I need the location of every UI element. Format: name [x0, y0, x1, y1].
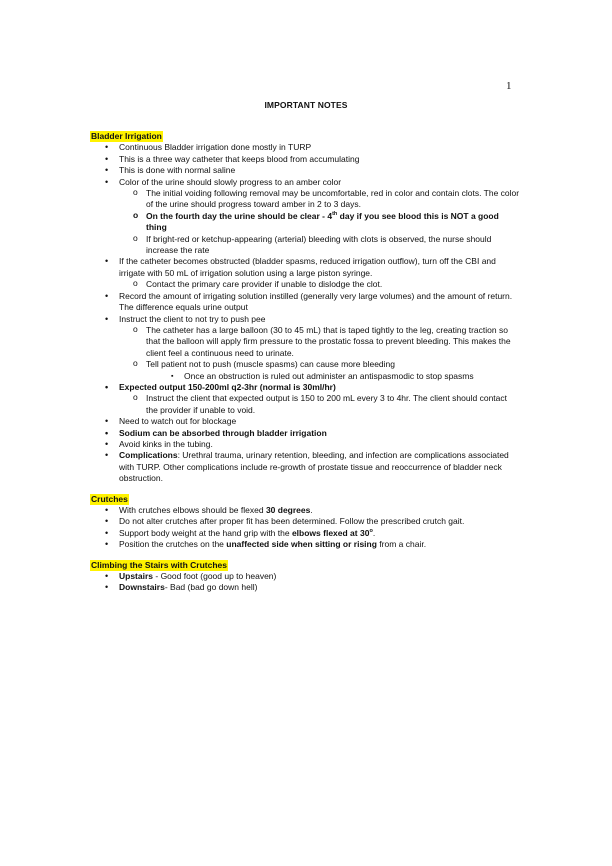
- sublist: [119, 279, 520, 290]
- list-item: • Avoid kinks in the tubing.: [90, 439, 520, 450]
- section-heading-crutches: Crutches: [91, 493, 128, 504]
- bladder-list: [90, 142, 520, 484]
- list-item: • Color of the urine should slowly progress to an amber color o The initial voiding following removal may be uncomfortable, red in color and contain clots. The color of the urine should progress toward amber in 2 to 3 days. o On the fourth day the urine should be clear - 4th day if you see blood this is NOT a good thing o If bright-red or ketchup-appearing (arterial) bleeding with clots is observed, the nurse should increase the rate: [90, 177, 520, 257]
- list-item: • Downstairs- Bad (bad go down hell): [90, 582, 520, 593]
- sublist: [119, 325, 520, 382]
- sublist-item: o The catheter has a large balloon (30 to 45 mL) that is taped tightly to the leg, creating traction so that the balloon will apply firm pressure to the prostatic fossa to prevent bleeding. This makes the client feel a continuous need to urinate.: [119, 325, 520, 359]
- list-item: • Expected output 150-200ml q2-3hr (normal is 30ml/hr) o Instruct the client that expected output is 150 to 200 mL every 3 to 4hr. The client should contact the provider if unable to void.: [90, 382, 520, 416]
- section-climbing-stairs: [90, 560, 520, 594]
- document-body: [90, 131, 520, 594]
- sublist: [119, 188, 520, 256]
- stairs-list: [90, 571, 520, 594]
- list-item: • This is done with normal saline: [90, 165, 520, 176]
- list-item: • Complications: Urethral trauma, urinary retention, bleeding, and infection are complications associated with TURP. Other complications include re-growth of prostate tissue and reoccurrence of bladder neck obstruction.: [90, 450, 520, 484]
- list-item: • Instruct the client to not try to push pee o The catheter has a large balloon (30 to 45 mL) that is taped tightly to the leg, creating traction so that the balloon will apply firm pressure to the prostatic fossa to prevent bleeding. This makes the client feel a continuous need to urinate. o Tell patient not to push (muscle spasms) can cause more bleeding ▪ Once an obstruction is ruled out administer an antispasmodic to stop spasms: [90, 314, 520, 382]
- list-item: • Record the amount of irrigating solution instilled (generally very large volumes) and the amount of return. The difference equals urine output: [90, 291, 520, 314]
- list-item: • Need to watch out for blockage: [90, 416, 520, 427]
- list-item: • With crutches elbows should be flexed 30 degrees.: [90, 505, 520, 516]
- sublist-item: o Instruct the client that expected output is 150 to 200 mL every 3 to 4hr. The client should contact the provider if unable to void.: [119, 393, 520, 416]
- list-item: • Position the crutches on the unaffected side when sitting or rising from a chair.: [90, 539, 520, 550]
- crutches-list: [90, 505, 520, 551]
- sublist-item: o If bright-red or ketchup-appearing (arterial) bleeding with clots is observed, the nurse should increase the rate: [119, 234, 520, 257]
- sub-sublist-item: ▪ Once an obstruction is ruled out administer an antispasmodic to stop spasms: [146, 371, 520, 382]
- page-number: 1: [506, 80, 512, 92]
- list-item: • Support body weight at the hand grip with the elbows flexed at 30$^o$.: [90, 528, 520, 539]
- sublist-item: o Tell patient not to push (muscle spasms) can cause more bleeding ▪ Once an obstruction is ruled out administer an antispasmodic to stop spasms: [119, 359, 520, 382]
- sublist-item: o The initial voiding following removal may be uncomfortable, red in color and contain clots. The color of the urine should progress toward amber in 2 to 3 days.: [119, 188, 520, 211]
- section-crutches: [90, 494, 520, 551]
- list-item: • Upstairs - Good foot (good up to heaven): [90, 571, 520, 582]
- list-item: • Continuous Bladder irrigation done mostly in TURP: [90, 142, 520, 153]
- list-item: • If the catheter becomes obstructed (bladder spasms, reduced irrigation outflow), turn off the CBI and irrigate with 50 mL of irrigation solution using a large piston syringe. o Contact the primary care provider if unable to dislodge the clot.: [90, 256, 520, 290]
- section-bladder-irrigation: [90, 131, 520, 485]
- sublist-item: o Contact the primary care provider if unable to dislodge the clot.: [119, 279, 520, 290]
- list-item: • Do not alter crutches after proper fit has been determined. Follow the prescribed crutch gait.: [90, 516, 520, 527]
- sublist: [119, 393, 520, 416]
- sub-sublist: [146, 371, 520, 382]
- document-title: IMPORTANT NOTES: [264, 100, 348, 110]
- list-item: • This is a three way catheter that keeps blood from accumulating: [90, 154, 520, 165]
- list-item: • Sodium can be absorbed through bladder irrigation: [90, 428, 520, 439]
- section-heading-climbing-stairs: Climbing the Stairs with Crutches: [91, 559, 228, 570]
- section-heading-bladder-irrigation: Bladder Irrigation: [91, 131, 162, 141]
- sublist-item: o On the fourth day the urine should be clear - 4th day if you see blood this is NOT a good thing: [119, 211, 520, 234]
